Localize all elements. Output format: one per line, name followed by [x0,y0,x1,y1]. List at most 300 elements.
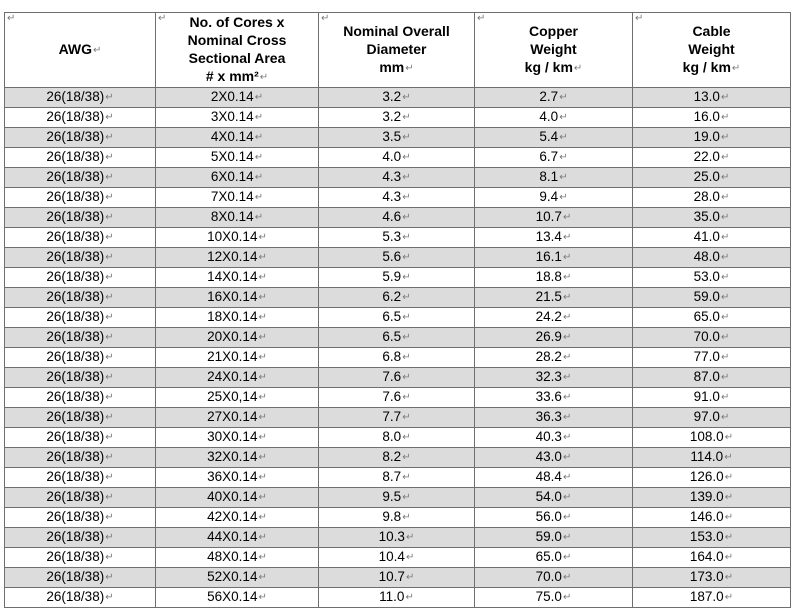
cell-value: 26(18/38) [46,209,105,224]
table-row [5,348,791,368]
header-row [5,13,791,88]
cell-value: 36.3 [535,409,562,424]
cell-awg [5,248,156,268]
cell-cores [156,328,319,348]
paragraph-mark-icon: ↵ [105,152,114,163]
cell-cores [156,308,319,328]
table-row [5,308,791,328]
table-row [5,588,791,608]
cell-cable-weight [633,208,791,228]
cell-diameter [319,588,475,608]
cell-value: 5X0.14 [210,149,254,164]
table-row [5,188,791,208]
header-label: AWG [58,41,93,57]
cell-awg [5,568,156,588]
table-body [5,88,791,608]
cell-value: 6.2 [382,289,402,304]
paragraph-mark-icon: ↵ [720,292,730,303]
cell-value: 59.0 [535,529,562,544]
cell-value: 26(18/38) [46,329,105,344]
cell-value: 187.0 [689,589,724,604]
cell-value: 91.0 [693,389,720,404]
cell-value: 21.5 [535,289,562,304]
paragraph-mark-icon: ↵ [562,312,572,323]
paragraph-mark-icon: ↵ [573,63,583,74]
header-awg [5,13,156,88]
cell-awg [5,428,156,448]
paragraph-mark-icon: ↵ [105,592,114,603]
header-label: Nominal Overall Diameter mm [343,23,450,75]
paragraph-mark-icon: ↵ [402,292,411,303]
cell-cable-weight [633,388,791,408]
paragraph-mark-icon: ↵ [402,232,411,243]
cell-value: 2.7 [539,89,559,104]
cell-awg [5,348,156,368]
cell-value: 56X0.14 [207,589,258,604]
cell-awg [5,508,156,528]
cell-value: 8.2 [382,449,402,464]
paragraph-mark-icon: ↵ [724,492,734,503]
paragraph-mark-icon: ↵ [562,452,572,463]
paragraph-mark-icon: ↵ [562,472,572,483]
cell-value: 33.6 [535,389,562,404]
table-row [5,368,791,388]
cell-value: 9.5 [382,489,402,504]
paragraph-mark-icon: ↵ [720,252,730,263]
paragraph-mark-icon: ↵ [559,152,568,163]
cable-spec-table [4,12,791,608]
cell-copper-weight [475,408,633,428]
cell-value: 26(18/38) [46,349,105,364]
cell-cores [156,268,319,288]
paragraph-mark-icon: ↵ [258,552,267,563]
cell-value: 4.0 [382,149,402,164]
paragraph-mark-icon: ↵ [724,432,734,443]
cell-cores [156,588,319,608]
cell-value: 26(18/38) [46,369,105,384]
cell-value: 126.0 [689,469,724,484]
cell-value: 26(18/38) [46,409,105,424]
cell-cable-weight [633,128,791,148]
paragraph-mark-icon: ↵ [635,13,644,24]
cell-value: 114.0 [690,449,724,464]
cell-value: 10.7 [378,569,405,584]
cell-cores [156,168,319,188]
cell-value: 9.4 [539,189,559,204]
cell-value: 6.7 [539,149,559,164]
cell-diameter [319,208,475,228]
cell-awg [5,528,156,548]
cell-copper-weight [475,528,633,548]
cell-value: 18X0.14 [207,309,258,324]
cell-cable-weight [633,508,791,528]
table-row [5,128,791,148]
cell-cable-weight [633,448,791,468]
cell-value: 26(18/38) [46,569,105,584]
cell-cores [156,128,319,148]
paragraph-mark-icon: ↵ [258,292,267,303]
cell-value: 36X0.14 [207,469,258,484]
cell-value: 28.0 [693,189,720,204]
cell-cores [156,508,319,528]
cell-cable-weight [633,548,791,568]
paragraph-mark-icon: ↵ [105,432,114,443]
cell-value: 11.0 [379,589,405,604]
cell-copper-weight [475,268,633,288]
paragraph-mark-icon: ↵ [105,552,114,563]
paragraph-mark-icon: ↵ [402,452,411,463]
cell-value: 139.0 [689,489,724,504]
cell-copper-weight [475,288,633,308]
cell-diameter [319,488,475,508]
cell-cores [156,368,319,388]
cell-value: 42X0.14 [207,509,258,524]
cell-copper-weight [475,548,633,568]
cell-copper-weight [475,588,633,608]
cell-value: 4.6 [382,209,402,224]
cell-diameter [319,228,475,248]
cell-value: 16X0.14 [207,289,258,304]
header-diameter [319,13,475,88]
paragraph-mark-icon: ↵ [562,292,572,303]
paragraph-mark-icon: ↵ [405,572,415,583]
cell-cores [156,188,319,208]
cell-value: 24.2 [535,309,562,324]
paragraph-mark-icon: ↵ [402,132,411,143]
paragraph-mark-icon: ↵ [258,332,267,343]
cell-value: 48.4 [535,469,562,484]
cell-value: 26(18/38) [46,229,105,244]
cell-copper-weight [475,508,633,528]
cell-awg [5,228,156,248]
cell-cores [156,488,319,508]
cell-cable-weight [633,248,791,268]
cell-value: 56.0 [535,509,562,524]
paragraph-mark-icon: ↵ [559,112,568,123]
cell-value: 13.4 [535,229,562,244]
paragraph-mark-icon: ↵ [258,472,267,483]
paragraph-mark-icon: ↵ [105,272,114,283]
paragraph-mark-icon: ↵ [720,272,730,283]
cell-awg [5,448,156,468]
paragraph-mark-icon: ↵ [562,412,572,423]
table-row [5,228,791,248]
cell-value: 4.0 [539,109,559,124]
cell-value: 26(18/38) [46,429,105,444]
cell-value: 10.4 [378,549,405,564]
paragraph-mark-icon: ↵ [105,572,114,583]
paragraph-mark-icon: ↵ [402,192,411,203]
cell-awg [5,128,156,148]
paragraph-mark-icon: ↵ [105,292,114,303]
cell-cable-weight [633,148,791,168]
cell-awg [5,168,156,188]
paragraph-mark-icon: ↵ [105,212,114,223]
cell-cable-weight [633,588,791,608]
paragraph-mark-icon: ↵ [402,332,411,343]
cell-value: 10.3 [378,529,405,544]
cell-copper-weight [475,128,633,148]
paragraph-mark-icon: ↵ [720,232,730,243]
cell-copper-weight [475,388,633,408]
table-row [5,268,791,288]
cell-value: 21X0.14 [207,349,258,364]
cell-cores [156,388,319,408]
cell-value: 26(18/38) [46,469,105,484]
cell-value: 97.0 [693,409,720,424]
cell-value: 108.0 [689,429,724,444]
cell-value: 7.6 [382,369,402,384]
cell-awg [5,188,156,208]
paragraph-mark-icon: ↵ [562,432,572,443]
cell-value: 26(18/38) [46,589,105,604]
paragraph-mark-icon: ↵ [258,432,267,443]
header-cores [156,13,319,88]
paragraph-mark-icon: ↵ [258,512,267,523]
paragraph-mark-icon: ↵ [258,272,267,283]
cell-copper-weight [475,108,633,128]
cell-value: 13.0 [693,89,720,104]
paragraph-mark-icon: ↵ [254,192,264,203]
cell-cores [156,288,319,308]
cell-value: 25X0,14 [207,389,258,404]
paragraph-mark-icon: ↵ [405,552,415,563]
cell-cable-weight [633,308,791,328]
cell-awg [5,148,156,168]
paragraph-mark-icon: ↵ [720,332,730,343]
paragraph-mark-icon: ↵ [562,332,572,343]
paragraph-mark-icon: ↵ [7,13,16,24]
paragraph-mark-icon: ↵ [105,412,114,423]
paragraph-mark-icon: ↵ [402,92,411,103]
paragraph-mark-icon: ↵ [258,232,267,243]
cell-value: 8.1 [539,169,559,184]
paragraph-mark-icon: ↵ [258,252,267,263]
paragraph-mark-icon: ↵ [559,192,568,203]
cell-value: 3X0.14 [210,109,254,124]
cell-value: 5.9 [382,269,402,284]
cell-value: 35.0 [693,209,720,224]
cell-value: 26(18/38) [46,149,105,164]
table-row [5,568,791,588]
paragraph-mark-icon: ↵ [105,372,114,383]
cell-awg [5,108,156,128]
cell-value: 5.6 [382,249,402,264]
paragraph-mark-icon: ↵ [402,152,411,163]
cell-value: 8X0.14 [210,209,254,224]
cell-cores [156,448,319,468]
cell-value: 40.3 [535,429,562,444]
cell-value: 9.8 [382,509,402,524]
cell-value: 77.0 [693,349,720,364]
cell-cores [156,428,319,448]
table-row [5,448,791,468]
paragraph-mark-icon: ↵ [402,472,411,483]
paragraph-mark-icon: ↵ [105,172,114,183]
table-row [5,108,791,128]
paragraph-mark-icon: ↵ [254,212,264,223]
cell-cable-weight [633,568,791,588]
paragraph-mark-icon: ↵ [720,412,730,423]
paragraph-mark-icon: ↵ [562,532,572,543]
paragraph-mark-icon: ↵ [562,512,572,523]
paragraph-mark-icon: ↵ [562,552,572,563]
cell-cable-weight [633,268,791,288]
cell-cable-weight [633,188,791,208]
paragraph-mark-icon: ↵ [724,452,733,463]
cell-copper-weight [475,428,633,448]
cell-copper-weight [475,368,633,388]
cell-awg [5,368,156,388]
cell-cable-weight [633,368,791,388]
cell-value: 24X0.14 [207,369,258,384]
paragraph-mark-icon: ↵ [720,212,730,223]
cell-diameter [319,388,475,408]
paragraph-mark-icon: ↵ [562,372,572,383]
paragraph-mark-icon: ↵ [402,492,411,503]
cell-cable-weight [633,108,791,128]
cell-value: 146.0 [689,509,724,524]
cell-copper-weight [475,568,633,588]
cell-value: 8.0 [382,429,402,444]
cell-value: 164.0 [689,549,724,564]
cell-value: 2X0.14 [210,89,254,104]
table-row [5,208,791,228]
cell-value: 26(18/38) [46,129,105,144]
cell-value: 48X0.14 [207,549,258,564]
paragraph-mark-icon: ↵ [402,272,411,283]
cell-copper-weight [475,328,633,348]
paragraph-mark-icon: ↵ [105,492,114,503]
cell-value: 26(18/38) [46,449,105,464]
cell-copper-weight [475,348,633,368]
cell-value: 26(18/38) [46,169,105,184]
cell-value: 7.7 [382,409,402,424]
cell-value: 14X0.14 [207,269,258,284]
cell-awg [5,488,156,508]
paragraph-mark-icon: ↵ [405,592,414,603]
cell-cores [156,88,319,108]
paragraph-mark-icon: ↵ [720,192,730,203]
cell-diameter [319,288,475,308]
cell-value: 153.0 [689,529,724,544]
cell-value: 26(18/38) [46,89,105,104]
paragraph-mark-icon: ↵ [724,532,734,543]
paragraph-mark-icon: ↵ [720,92,730,103]
cell-value: 48.0 [693,249,720,264]
cell-diameter [319,408,475,428]
table-row [5,508,791,528]
paragraph-mark-icon: ↵ [258,532,267,543]
cell-copper-weight [475,188,633,208]
paragraph-mark-icon: ↵ [402,372,411,383]
cell-cores [156,348,319,368]
cell-value: 7X0.14 [210,189,254,204]
cell-value: 12X0.14 [207,249,258,264]
paragraph-mark-icon: ↵ [105,112,114,123]
paragraph-mark-icon: ↵ [720,372,730,383]
cell-value: 173.0 [689,569,724,584]
cell-diameter [319,468,475,488]
cell-awg [5,468,156,488]
paragraph-mark-icon: ↵ [254,92,264,103]
paragraph-mark-icon: ↵ [405,63,414,74]
cell-value: 65.0 [693,309,720,324]
cell-copper-weight [475,248,633,268]
paragraph-mark-icon: ↵ [105,132,114,143]
cell-awg [5,588,156,608]
paragraph-mark-icon: ↵ [405,532,415,543]
paragraph-mark-icon: ↵ [559,172,568,183]
cell-value: 70.0 [693,329,720,344]
paragraph-mark-icon: ↵ [562,272,572,283]
paragraph-mark-icon: ↵ [559,92,568,103]
cell-cores [156,148,319,168]
table-row [5,288,791,308]
paragraph-mark-icon: ↵ [402,432,411,443]
paragraph-mark-icon: ↵ [724,472,734,483]
paragraph-mark-icon: ↵ [477,13,486,24]
cell-cores [156,528,319,548]
cell-value: 5.4 [539,129,559,144]
cell-diameter [319,108,475,128]
table-row [5,488,791,508]
cell-value: 70.0 [535,569,562,584]
cell-value: 26(18/38) [46,269,105,284]
cell-diameter [319,308,475,328]
cell-value: 52X0.14 [207,569,258,584]
paragraph-mark-icon: ↵ [105,532,114,543]
paragraph-mark-icon: ↵ [402,512,411,523]
cell-value: 16.1 [535,249,562,264]
paragraph-mark-icon: ↵ [562,252,572,263]
paragraph-mark-icon: ↵ [402,392,411,403]
cell-value: 65.0 [535,549,562,564]
cell-copper-weight [475,488,633,508]
cell-awg [5,328,156,348]
cell-cores [156,248,319,268]
cell-cable-weight [633,168,791,188]
paragraph-mark-icon: ↵ [258,592,267,603]
paragraph-mark-icon: ↵ [258,452,267,463]
paragraph-mark-icon: ↵ [105,332,114,343]
paragraph-mark-icon: ↵ [402,252,411,263]
paragraph-mark-icon: ↵ [105,312,114,323]
cell-value: 6X0.14 [210,169,254,184]
cell-value: 26.9 [535,329,562,344]
paragraph-mark-icon: ↵ [724,572,734,583]
cell-diameter [319,188,475,208]
cell-value: 3.2 [382,109,402,124]
paragraph-mark-icon: ↵ [402,172,411,183]
cell-awg [5,268,156,288]
cell-value: 32X0.14 [207,449,258,464]
cell-diameter [319,268,475,288]
header-label: No. of Cores x Nominal Cross Sectional Area # x mm² [187,14,287,84]
paragraph-mark-icon: ↵ [562,392,572,403]
cell-value: 26(18/38) [46,489,105,504]
cell-diameter [319,548,475,568]
paragraph-mark-icon: ↵ [562,352,572,363]
paragraph-mark-icon: ↵ [93,45,102,56]
cell-awg [5,548,156,568]
cell-diameter [319,368,475,388]
cell-value: 10.7 [535,209,562,224]
paragraph-mark-icon: ↵ [259,72,269,83]
cell-awg [5,308,156,328]
paragraph-mark-icon: ↵ [254,132,264,143]
cell-awg [5,288,156,308]
